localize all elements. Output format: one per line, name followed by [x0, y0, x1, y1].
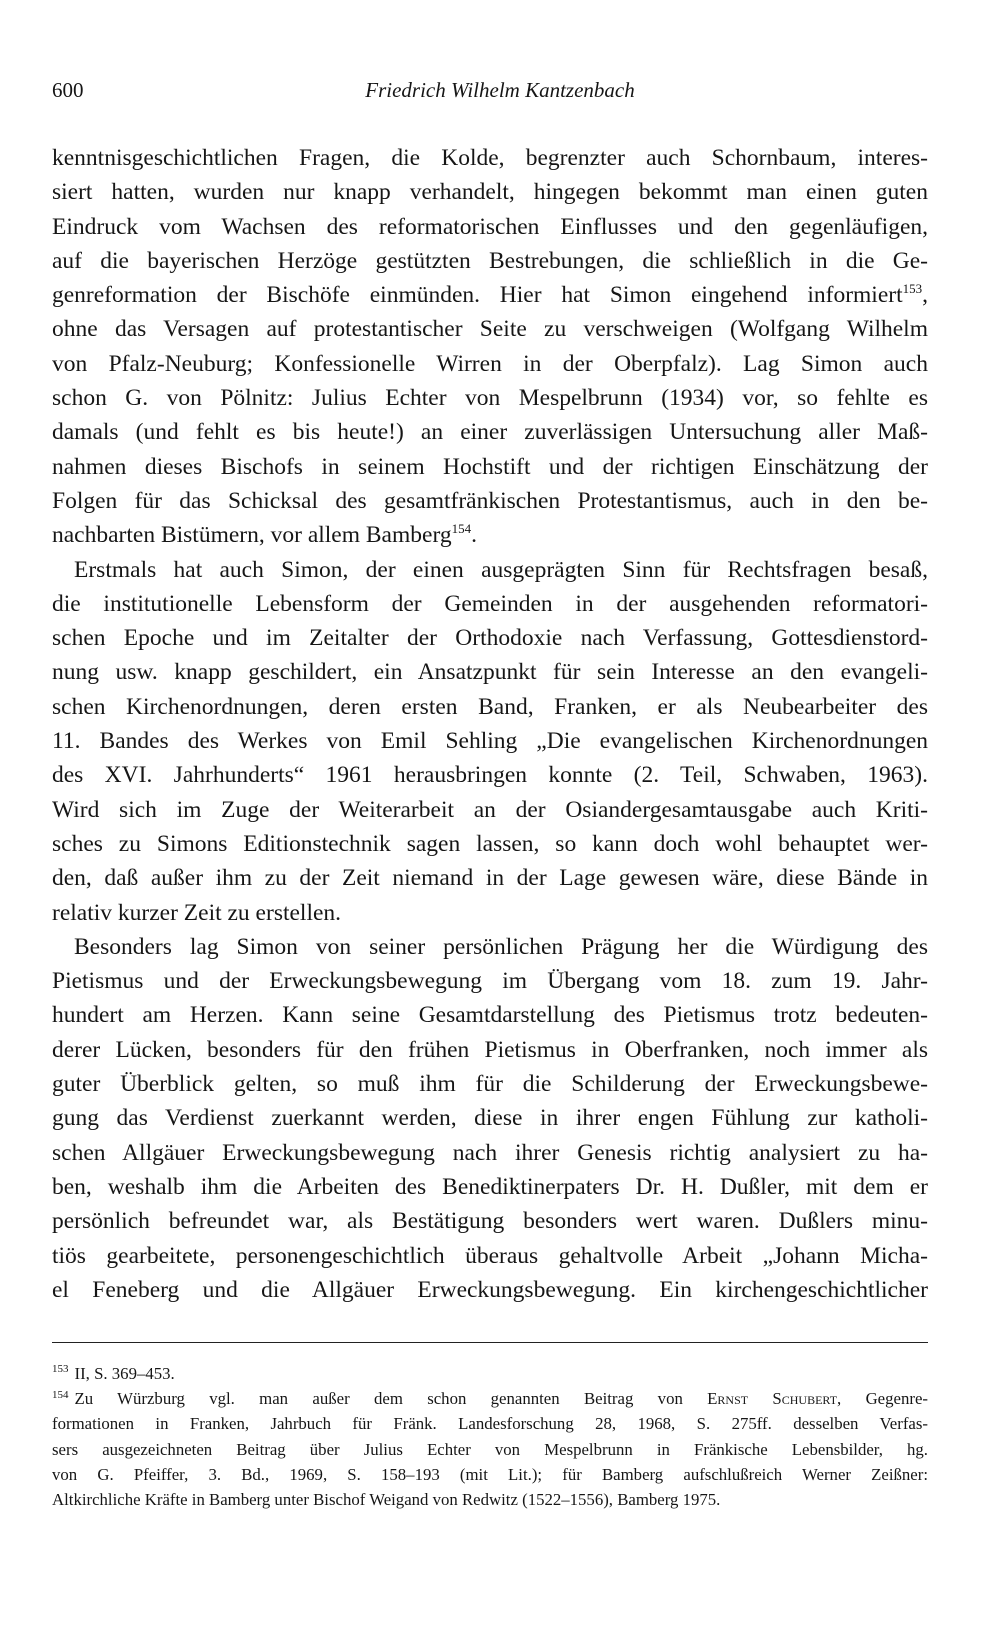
footnote-number: 154: [52, 1388, 69, 1401]
text-line: Erstmals hat auch Simon, der einen ausgeprägten Sinn für Rechtsfragen besaß,: [74, 556, 928, 583]
text-line: el Feneberg und die Allgäuer Erweckungsbewegung. Ein kirchengeschichtlicher: [52, 1276, 928, 1303]
footnote-text: , Gegenre-: [837, 1389, 928, 1409]
text-line: Pietismus und der Erweckungsbewegung im Übergang vom 18. zum 19. Jahr-: [52, 968, 928, 995]
text-line: kenntnisgeschichtlichen Fragen, die Kolde, begrenzter auch Schornbaum, interes-: [52, 145, 928, 171]
page-header: [0, 78, 1000, 108]
footnote-text: II, S. 369–453.: [74, 1364, 175, 1383]
footnote-153: [52, 1361, 928, 1386]
text-line-content: nachbarten Bistümern, vor allem Bamberg: [52, 522, 452, 549]
text-line: [52, 518, 928, 552]
text-line: schen Kirchenordnungen, deren ersten Band, Franken, er als Neubearbeiter des: [52, 693, 928, 720]
text-line: von Pfalz-Neuburg; Konfessionelle Wirren in der Oberpfalz). Lag Simon auch: [52, 350, 928, 377]
page-number: 600: [52, 78, 84, 102]
footnote-ref-154-punct: .: [471, 522, 477, 549]
text-line: guter Überblick gelten, so muß ihm für die Schilderung der Erweckungsbewe-: [52, 1071, 928, 1098]
text-line-content: genreformation der Bischöfe einmünden. Hier hat Simon eingehend informiert: [52, 282, 903, 309]
text-line: ohne das Versagen auf protestantischer Seite zu verschweigen (Wolfgang Wilhelm: [52, 316, 928, 343]
footnote-author: Ernst Schubert: [707, 1389, 838, 1409]
text-line: tiös gearbeitete, personengeschichtlich überaus gehaltvolle Arbeit „Johann Micha-: [52, 1242, 928, 1269]
text-line: schen Epoche und im Zeitalter der Orthodoxie nach Verfassung, Gottesdienstord-: [52, 625, 928, 652]
footnote-154: [52, 1386, 928, 1411]
footnote-ref-154: 154: [451, 521, 472, 537]
text-line: gung das Verdienst zuerkannt werden, diese in ihrer engen Fühlung zur katholi-: [52, 1105, 928, 1132]
text-line: derer Lücken, besonders für den frühen Pietismus in Oberfranken, noch immer als: [52, 1036, 928, 1063]
footnote-line: formationen in Franken, Jahrbuch für Fränk. Landesforschung 28, 1968, S. 275ff. desselben Verfas-: [52, 1414, 928, 1434]
text-line: persönlich befreundet war, als Bestätigung besonders wert waren. Dußlers minu-: [52, 1208, 928, 1235]
footnote-line: sers ausgezeichneten Beitrag über Julius Echter von Mespelbrunn in Fränkische Lebensbilder, hg.: [52, 1439, 928, 1459]
text-line: sches zu Simons Editionstechnik sagen lassen, so kann doch wohl behauptet wer-: [52, 830, 928, 857]
text-line: ben, weshalb ihm die Arbeiten des Benediktinerpaters Dr. H. Dußler, mit dem er: [52, 1173, 928, 1200]
text-line: damals (und fehlt es bis heute!) an einer zuverlässigen Untersuchung aller Maß-: [52, 419, 928, 446]
running-head: Friedrich Wilhelm Kantzenbach: [365, 78, 635, 102]
text-line: Folgen für das Schicksal des gesamtfränkischen Protestantismus, auch in den be-: [52, 487, 928, 514]
footnote-text: Zu Würzburg vgl. man außer dem schon genannten Beitrag von: [74, 1389, 708, 1409]
footnote-ref-153-punct: ,: [922, 282, 928, 309]
text-line: schen Allgäuer Erweckungsbewegung nach ihrer Genesis richtig analysiert zu ha-: [52, 1139, 928, 1166]
text-line: [52, 278, 928, 312]
text-line: die institutionelle Lebensform der Gemeinden in der ausgehenden reformatori-: [52, 590, 928, 617]
text-line: siert hatten, wurden nur knapp verhandelt, hingegen bekommt man einen guten: [52, 179, 928, 206]
footnote-line: von G. Pfeiffer, 3. Bd., 1969, S. 158–193 (mit Lit.); für Bamberg aufschlußreich Werner Zeißner:: [52, 1464, 928, 1484]
text-line: 11. Bandes des Werkes von Emil Sehling „Die evangelischen Kirchenordnungen: [52, 728, 928, 755]
footnote-ref-153: 153: [902, 281, 923, 297]
footnotes: [52, 1361, 928, 1512]
footnote-number: 153: [52, 1363, 69, 1376]
text-line: Eindruck vom Wachsen des reformatorischen Einflusses und den gegenläufigen,: [52, 213, 928, 240]
text-line: des XVI. Jahrhunderts“ 1961 herausbringen konnte (2. Teil, Schwaben, 1963).: [52, 762, 928, 789]
text-line: nung usw. knapp geschildert, ein Ansatzpunkt für sein Interesse an den evangeli-: [52, 659, 928, 686]
text-line: schon G. von Pölnitz: Julius Echter von Mespelbrunn (1934) vor, so fehlte es: [52, 385, 928, 412]
text-line: hundert am Herzen. Kann seine Gesamtdarstellung des Pietismus trotz bedeuten-: [52, 1002, 928, 1029]
text-line: Wird sich im Zuge der Weiterarbeit an der Osiandergesamtausgabe auch Kriti-: [52, 796, 928, 823]
text-line: nahmen dieses Bischofs in seinem Hochstift und der richtigen Einschätzung der: [52, 453, 928, 480]
text-line: relativ kurzer Zeit zu erstellen.: [52, 899, 342, 926]
text-line: Besonders lag Simon von seiner persönlichen Prägung her die Würdigung des: [74, 933, 928, 960]
footnote-line: Altkirchliche Kräfte in Bamberg unter Bischof Weigand von Redwitz (1522–1556), Bamberg 1975.: [52, 1489, 721, 1509]
text-line: auf die bayerischen Herzöge gestützten Bestrebungen, die schließlich in die Ge-: [52, 247, 928, 274]
footnote-divider: [52, 1342, 928, 1343]
body-text: [52, 141, 928, 1307]
text-line: den, daß außer ihm zu der Zeit niemand in der Lage gewesen wäre, diese Bände in: [52, 865, 928, 892]
